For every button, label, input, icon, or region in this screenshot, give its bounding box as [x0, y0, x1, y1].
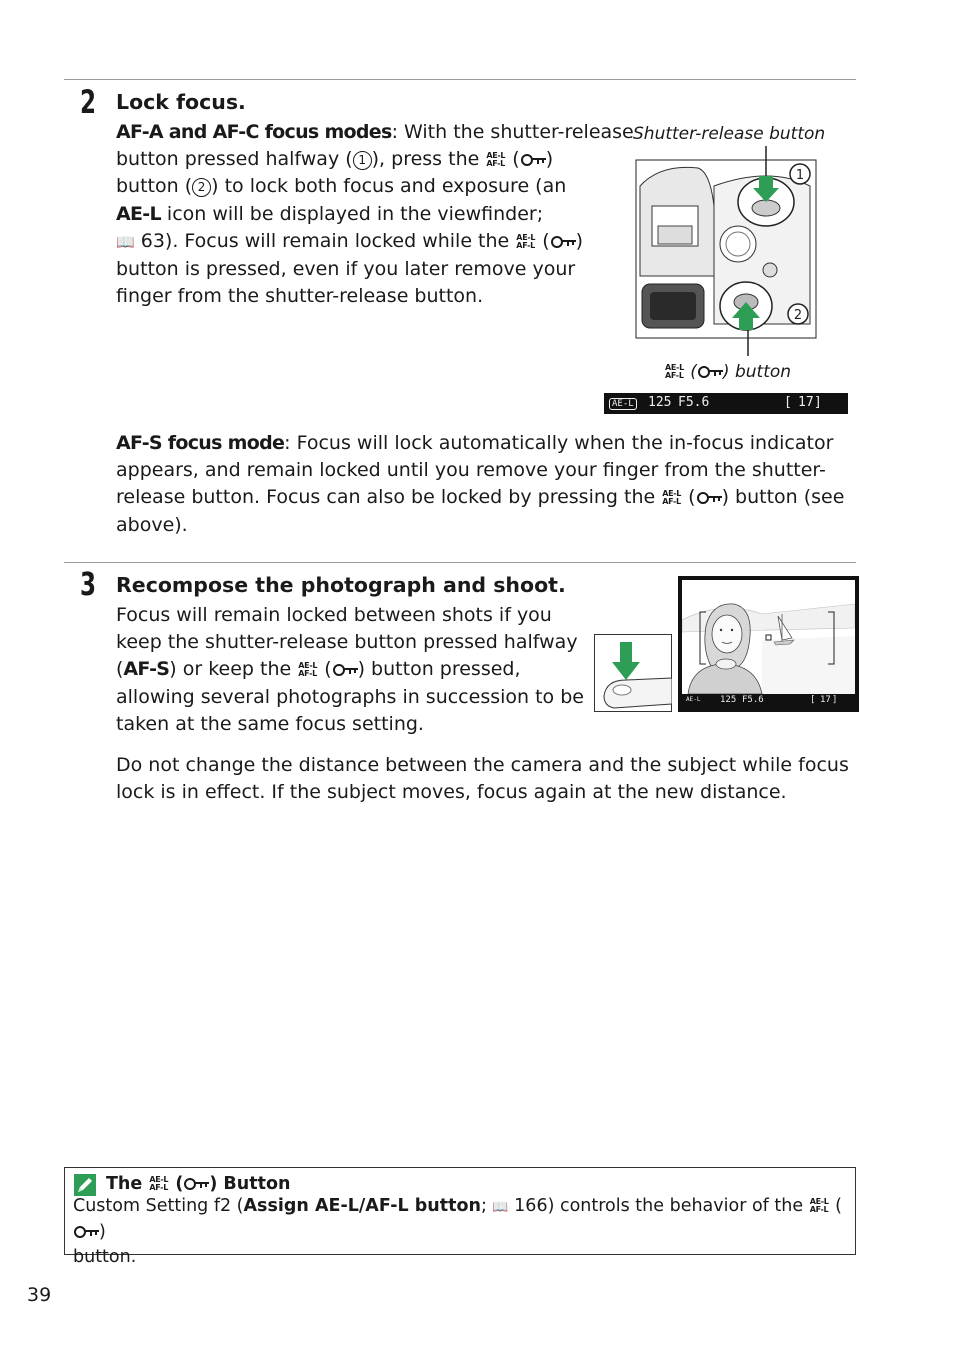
ae-l-af-l-icon: AE-L AF-L — [665, 363, 684, 380]
aperture: F5.6 — [678, 395, 710, 410]
exposures-remaining: 17 — [798, 395, 814, 410]
step-number-3: 3 — [80, 565, 97, 603]
page-number: 39 — [27, 1284, 52, 1306]
menu-item-assign-ael-afl: Assign AE-L/AF-L button — [243, 1196, 481, 1216]
viewfinder-photo — [678, 576, 859, 712]
step2-paragraph-2: AF-S focus mode: Focus will lock automatically when the in-focus indicator appears, and remain locked until you remove your finger from the shutter- release button. Focus can also be locked by pressing the AE-L AF-L ( ) button (see above). — [116, 432, 845, 536]
bracket-left: [ — [810, 695, 816, 705]
step3-paragraph-1: Focus will remain locked between shots if you keep the shutter-release button pressed halfway (AF-S) or keep the AE-L AF-L ( ) button pressed, allowing several photographs in succession to be taken at the same focus setting. — [116, 604, 584, 735]
book-reference-icon: 📖 — [116, 232, 135, 251]
key-lock-icon — [183, 1177, 209, 1189]
bracket-left: [ — [784, 395, 792, 410]
key-lock-icon — [332, 663, 358, 675]
pencil-note-icon — [74, 1174, 96, 1196]
caption-ae-l-af-l-button: AE-L AF-L ( ) button — [665, 362, 792, 382]
callout-2-label: 2 — [793, 308, 803, 323]
step2-paragraph-1: AF-A and AF-C focus modes: With the shutter-release button pressed halfway ( 1 ), press the AE-L AF-L ( ) button ( 2 ) to lock both focus and exposure (an AE-L icon will be displayed in the viewfinder; 📖 63). Focus will remain locked while the AE-L AF-L ( ) button is pressed, even if you later remove your finger from the shutter-release button. — [116, 121, 634, 308]
step-number-2: 2 — [80, 83, 97, 121]
key-lock-icon — [73, 1225, 99, 1237]
section-rule-middle — [64, 562, 856, 563]
viewfinder-display-step3 — [682, 694, 855, 708]
key-lock-icon — [696, 491, 722, 503]
note-body: Custom Setting f2 (Assign AE-L/AF-L button; 📖 166) controls the behavior of the AE-L AF-L ( ) button. — [73, 1196, 842, 1267]
ae-l-af-l-icon: AE-L AF-L — [516, 232, 536, 250]
step-heading-recompose: Recompose the photograph and shoot. — [116, 573, 566, 597]
ae-l-af-l-icon: AE-L AF-L — [662, 489, 682, 507]
finger-press-illustration — [594, 634, 672, 712]
ae-l-af-l-icon: AE-L AF-L — [486, 151, 506, 169]
bracket-right: ] — [832, 695, 838, 705]
callout-1-icon: 1 — [353, 151, 372, 170]
portrait-scene — [682, 580, 855, 694]
step-heading-lock-focus: Lock focus. — [116, 90, 246, 114]
section-rule-top — [64, 79, 856, 80]
ae-l-indicator: AE-L — [609, 398, 637, 410]
bracket-right: ] — [814, 395, 822, 410]
ae-l-af-l-icon: AE-L AF-L — [298, 661, 318, 679]
callout-2-icon: 2 — [192, 178, 211, 197]
shutter-speed: 125 — [720, 695, 737, 705]
key-lock-icon — [697, 365, 723, 377]
viewfinder-display-step2 — [604, 393, 848, 414]
af-s-label: AF-S — [123, 658, 170, 681]
mode-label: AF-S focus mode — [116, 432, 285, 454]
key-lock-icon — [550, 235, 576, 247]
key-lock-icon — [520, 153, 546, 165]
note-title: The AE-L AF-L ( ) Button — [106, 1174, 291, 1194]
mode-label: AF-A and AF-C focus modes — [116, 121, 392, 143]
callout-1-label: 1 — [795, 168, 805, 183]
caption-shutter-release-button: Shutter-release button — [633, 124, 826, 144]
ae-l-af-l-icon: AE-L AF-L — [149, 1175, 169, 1192]
exposures-remaining: 17 — [820, 695, 831, 705]
note-box — [64, 1167, 856, 1267]
ae-l-indicator: AE-L — [686, 696, 701, 703]
step3-paragraph-2: Do not change the distance between the camera and the subject while focus lock is in effect. If the subject moves, focus again at the new distance. — [116, 754, 849, 804]
shutter-speed: 125 — [648, 395, 672, 410]
book-reference-icon: 📖 — [492, 1200, 509, 1215]
aperture: F5.6 — [742, 695, 764, 705]
camera-illustration — [620, 146, 830, 356]
ae-l-af-l-icon: AE-L AF-L — [809, 1197, 829, 1214]
ae-l-label: AE-L — [116, 202, 161, 225]
